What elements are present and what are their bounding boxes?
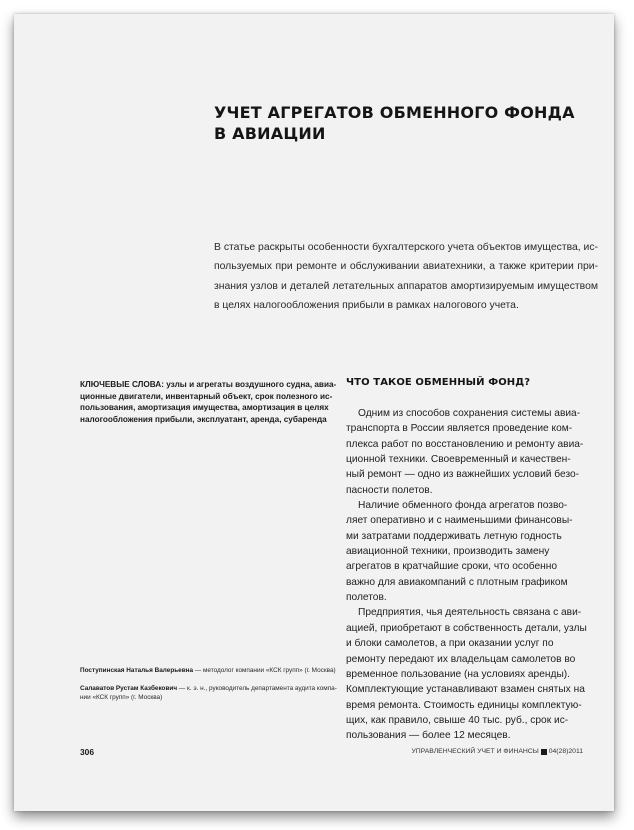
author-name: Салаватов Рустам Казбекович: [80, 684, 178, 692]
abstract-line: знания узлов и деталей летательных аппаратов амортизируемым имуществом: [214, 280, 598, 292]
body-line: и блоки самолетов, а при оказании услуг по: [346, 638, 554, 650]
footer-journal-info: [411, 748, 583, 755]
body-line: ацией, приобретают в собственность детали, узлы: [346, 622, 587, 634]
author-affiliation: — к. э. н., руководитель департамента аудита компа-: [177, 684, 337, 692]
article-abstract: [214, 238, 598, 316]
body-line: ционной техники. Своевременный и качествен-: [346, 454, 571, 466]
keywords-line: ционные двигатели, инвентарный объект, срок полезного ис-: [80, 391, 333, 401]
body-line: Предприятия, чья деятельность связана с ави-: [358, 607, 582, 619]
section-heading: ЧТО ТАКОЕ ОБМЕННЫЙ ФОНД?: [346, 377, 531, 388]
black-square-icon: [541, 749, 547, 755]
author-entry: [80, 666, 340, 676]
title-line: В АВИАЦИИ: [214, 124, 326, 143]
body-line: пасности полетов.: [346, 484, 433, 496]
title-line: УЧЕТ АГРЕГАТОВ ОБМЕННОГО ФОНДА: [214, 103, 575, 122]
body-line: агрегатов в кратчайшие сроки, что особенно: [346, 561, 558, 573]
keywords-block: [80, 379, 337, 425]
journal-name: УПРАВЛЕНЧЕСКИЙ УЧЕТ И ФИНАНСЫ: [411, 748, 539, 755]
body-line: ляет оперативно и с наименьшими финансовы-: [346, 515, 573, 527]
body-line: важно для авиакомпаний с плотным графиком: [346, 576, 568, 588]
body-line: пользования — более 12 месяцев.: [346, 730, 511, 742]
body-line: Одним из способов сохранения системы авиа-: [358, 408, 581, 419]
body-line: щих, как правило, свыше 40 тыс. руб., срок ис-: [346, 714, 569, 726]
body-line: ный ремонт — одно из важнейших условий безо-: [346, 469, 580, 481]
author-name: Поступинская Наталья Валерьевна: [80, 667, 194, 674]
body-line: авиационной техники, производить замену: [346, 546, 550, 558]
body-line: плекса работ по восстановлению и ремонту авиа-: [346, 438, 584, 450]
body-line: транспорта в России является проведение ком-: [346, 423, 573, 435]
authors-block: [80, 666, 340, 711]
author-affiliation: нии «КСК групп» (г. Москва): [80, 694, 163, 701]
body-line: время ремонта. Стоимость единицы комплектую-: [346, 699, 582, 711]
article-title: [214, 102, 574, 144]
author-affiliation: — методолог компании «КСК групп» (г. Москва): [193, 667, 336, 674]
body-line: ми затратами поддерживать летную годность: [346, 530, 562, 542]
body-line: ремонту передают их владельцам самолетов во: [346, 653, 576, 665]
keywords-line: налогообложения прибыли, эксплуатант, аренда, субаренда: [80, 414, 327, 424]
journal-issue: 04(28)2011: [548, 748, 583, 755]
body-line: временное пользование (на условиях аренды).: [346, 668, 571, 680]
page-number: 306: [80, 747, 94, 757]
keywords-line: пользования, амортизация имущества, амортизация в целях: [80, 403, 329, 413]
body-line: Наличие обменного фонда агрегатов позво-: [358, 500, 568, 512]
abstract-line: В статье раскрыты особенности бухгалтерского учета объектов имущества, ис-: [214, 242, 599, 253]
keywords-line: КЛЮЧЕВЫЕ СЛОВА: узлы и агрегаты воздушного судна, авиа-: [80, 380, 337, 389]
body-line: Комплектующие устанавливают взамен снятых на: [346, 684, 585, 696]
journal-page: [14, 14, 614, 811]
abstract-line: в целях налогообложения прибыли в рамках налогового учета.: [214, 300, 519, 312]
section-body: [346, 406, 596, 744]
body-line: полетов.: [346, 592, 387, 604]
author-entry: [80, 684, 340, 703]
abstract-line: пользуемых при ремонте и обслуживании авиатехники, а также критерии при-: [214, 261, 598, 273]
